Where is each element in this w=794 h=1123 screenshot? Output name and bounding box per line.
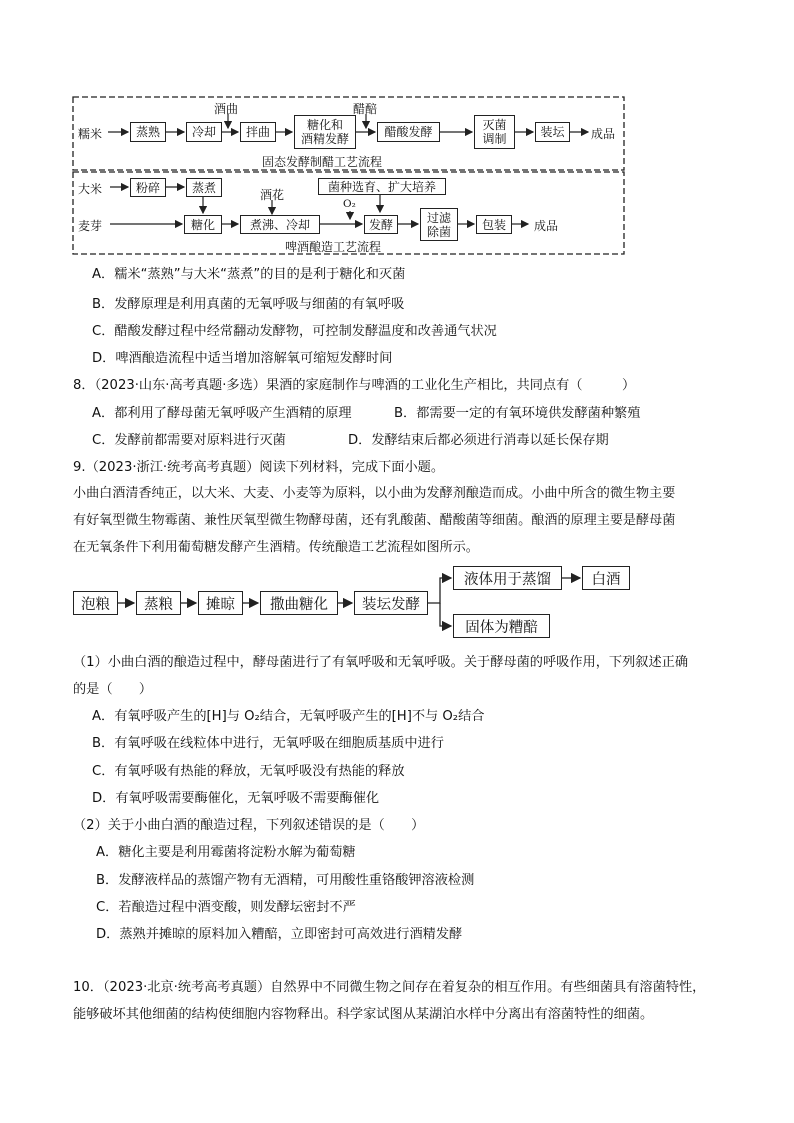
- q8-option-b: B．都需要一定的有氧环境供发酵菌种繁殖: [394, 406, 641, 421]
- step-box: 糖化: [184, 215, 222, 234]
- beer-caption: 啤酒酿造工艺流程: [285, 240, 382, 254]
- q7-option-c: C．醋酸发酵过程中经常翻动发酵物，可控制发酵温度和改善通气状况: [92, 324, 497, 339]
- step-box: 过滤 除菌: [420, 208, 458, 241]
- q9-passage-line: 有好氧型微生物霉菌、兼性厌氧型微生物酵母菌，还有乳酸菌、醋酸菌等细菌。酿酒的原理主要是酵母菌: [73, 513, 676, 528]
- flow-step: 装坛发酵: [354, 591, 428, 615]
- vinegar-caption: 固态发酵制醋工艺流程: [262, 155, 383, 169]
- q10-line: 能够破坏其他细菌的结构使细胞内容物释出。科学家试图从某湖泊水样中分离出有溶菌特性的细菌。: [73, 1007, 654, 1022]
- step-box: 拌曲: [240, 122, 276, 142]
- step-box: 醋酸发酵: [377, 122, 440, 142]
- hops-label: 酒花: [260, 188, 285, 202]
- q9-sub2-stem: （2）关于小曲白酒的酿造过程，下列叙述错误的是（ ）: [73, 818, 425, 833]
- beer-input-rice: 大米: [78, 182, 103, 196]
- jiuqu-label: 酒曲: [214, 102, 239, 116]
- q9-passage-line: 在无氧条件下利用葡萄糖发酵产生酒精。传统酿造工艺流程如图所示。: [73, 540, 479, 555]
- flow-step: 摊晾: [198, 591, 243, 615]
- q9-sub1-option-c: C．有氧呼吸有热能的释放，无氧呼吸没有热能的释放: [92, 764, 405, 779]
- beer-input-malt: 麦芽: [78, 219, 103, 233]
- q9-sub1-stem-cont: 的是（ ）: [73, 682, 153, 697]
- q10-line: 10．（2023·北京·统考高考真题）自然界中不同微生物之间存在着复杂的相互作用。有些细菌具有溶菌特性，: [73, 980, 706, 995]
- vinegar-output: 成品: [591, 127, 616, 141]
- q8-option-a: A．都利用了酵母菌无氧呼吸产生酒精的原理: [92, 406, 352, 421]
- q9-sub1-stem: （1）小曲白酒的酿造过程中，酵母菌进行了有氧呼吸和无氧呼吸。关于酵母菌的呼吸作用，下列叙述正确: [73, 655, 689, 670]
- q9-sub2-option-b: B．发酵液样品的蒸馏产物有无酒精，可用酸性重铬酸钾溶液检测: [96, 873, 475, 888]
- step-box: 蒸煮: [186, 178, 222, 197]
- q9-sub2-option-a: A．糖化主要是利用霉菌将淀粉水解为葡萄糖: [96, 845, 356, 860]
- q9-sub1-option-a: A．有氧呼吸产生的[H]与 O₂结合，无氧呼吸产生的[H]不与 O₂结合: [92, 709, 485, 724]
- q7-option-b: B．发酵原理是利用真菌的无氧呼吸与细菌的有氧呼吸: [92, 297, 405, 312]
- flow-step: 撒曲糖化: [260, 591, 338, 615]
- o2-label: O₂: [343, 198, 356, 210]
- flow-product: 白酒: [582, 566, 630, 590]
- beer-output: 成品: [534, 219, 559, 233]
- step-box: 包装: [476, 215, 512, 234]
- strain-box: 菌种选育、扩大培养: [318, 178, 446, 195]
- flow-branch-solid: 固体为糟醅: [453, 614, 550, 638]
- q9-passage-line: 小曲白酒清香纯正，以大米、大麦、小麦等为原料，以小曲为发酵剂酿造而成。小曲中所含的微生物主要: [73, 486, 676, 501]
- q8-option-d: D．发酵结束后都必须进行消毒以延长保存期: [348, 433, 609, 448]
- step-box: 煮沸、冷却: [240, 215, 320, 234]
- q9-sub2-option-c: C．若酿造过程中酒变酸，则发酵坛密封不严: [96, 900, 356, 915]
- q8-stem: 8．（2023·山东·高考真题·多选）果酒的家庭制作与啤酒的工业化生产相比，共同点有（ ）: [73, 378, 636, 393]
- flow-step: 蒸粮: [136, 591, 181, 615]
- flow-branch-liquid: 液体用于蒸馏: [453, 566, 562, 590]
- q9-sub2-option-d: D．蒸熟并摊晾的原料加入糟醅，立即密封可高效进行酒精发酵: [96, 927, 463, 942]
- step-box: 冷却: [186, 122, 222, 142]
- vinegar-input: 糯米: [78, 127, 103, 141]
- flow-step: 泡粮: [73, 591, 118, 615]
- q7-option-d: D．啤酒酿造流程中适当增加溶解氧可缩短发酵时间: [92, 351, 393, 366]
- step-box: 糖化和 酒精发酵: [294, 115, 356, 149]
- step-box: 蒸熟: [130, 122, 166, 142]
- step-box: 装坛: [535, 122, 570, 142]
- step-box: 灭菌 调制: [474, 115, 515, 149]
- q7-option-a: A．糯米“蒸熟”与大米“蒸煮”的目的是利于糖化和灭菌: [92, 267, 406, 282]
- q9-sub1-option-d: D．有氧呼吸需要酶催化，无氧呼吸不需要酶催化: [92, 791, 380, 806]
- step-box: 发酵: [364, 215, 398, 234]
- cupei-label: 醋醅: [353, 102, 378, 116]
- q8-option-c: C．发酵前都需要对原料进行灭菌: [92, 433, 286, 448]
- q9-sub1-option-b: B．有氧呼吸在线粒体中进行，无氧呼吸在细胞质基质中进行: [92, 736, 444, 751]
- step-box: 粉碎: [130, 178, 166, 197]
- q9-stem: 9.（2023·浙江·统考高考真题）阅读下列材料，完成下面小题。: [73, 460, 445, 475]
